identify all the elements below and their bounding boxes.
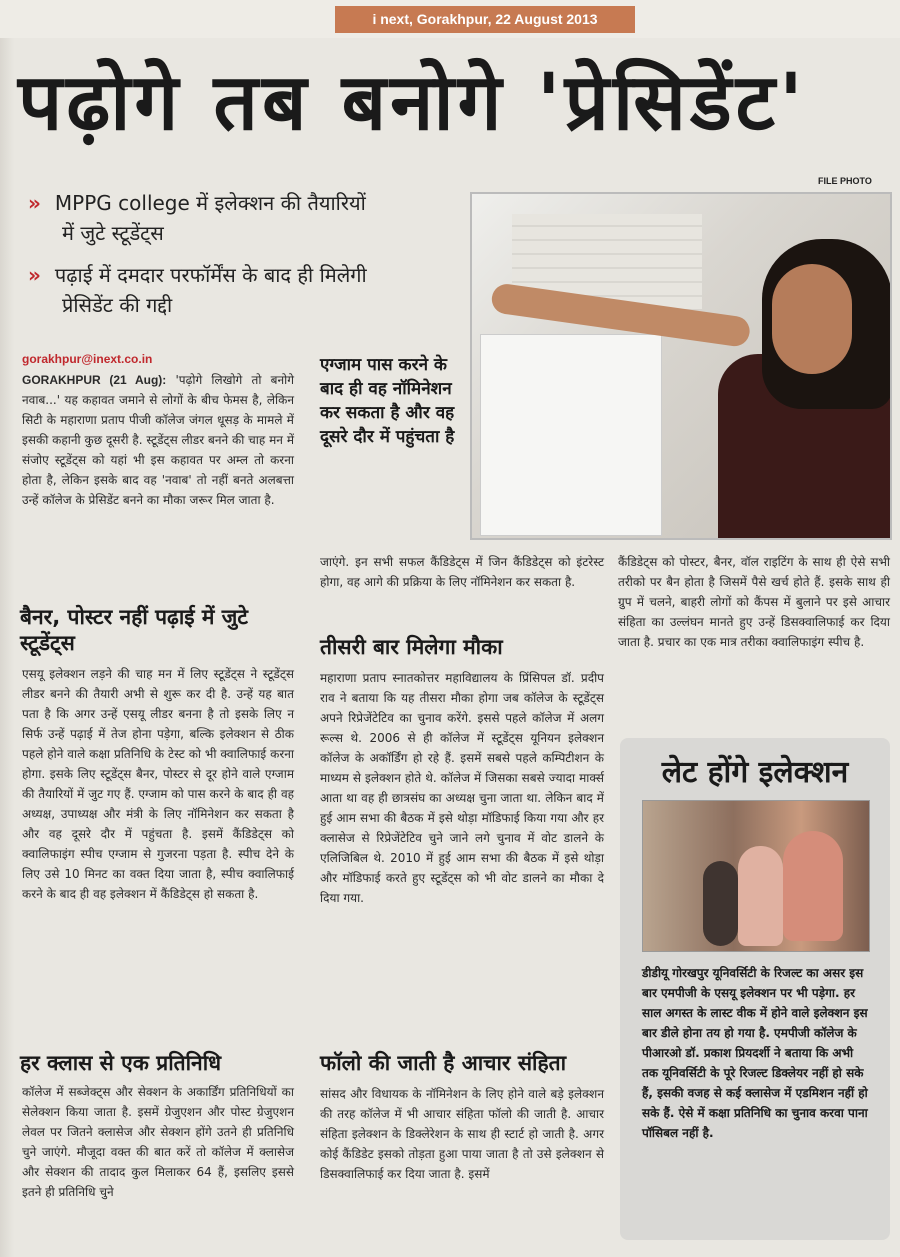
sidebar-photo-figure: [738, 846, 783, 946]
section3-text: महाराणा प्रताप स्नातकोत्तर महाविद्यालय के प्रिंसिपल डॉ. प्रदीप राव ने बताया कि यह तीसरा मौका होगा जब कॉलेज के स्टूडेंट्स अपने रिप्रेजेंटेटिव का चुनाव करेंगे. इससे पहले कॉलेज में अलग रूल्स थे. 2006 से ही कॉलेज में स्टूडेंट्स यूनियन इलेक्शन कॉलेज के अकॉर्डिंग हो रहे हैं. इसमें सबसे पहले कम्पिटीशन के माध्यम से इलेक्शन होते थे. कॉलेज में जिसका सबसे ज्यादा मार्क्स आता था वह ही छात्रसंघ का अध्यक्ष चुना जाता था. लेकिन बाद में हुई आम सभा की बैठक में इसे थोड़ा मॉडिफाई किया गया और हर क्लासेज से रिप्रेजेंटेटिव चुने जाने लगे चुनाव में वोट डालने के एलिजिबिल थे. 2010 में हुई आम सभा की बैठक में इसे थोड़ा और मॉडिफाई करते हुए स्टूडेंट्स को भी वोट डालने का मौका दे दिया गया.: [320, 671, 604, 905]
sidebar-text: डीडीयू गोरखपुर यूनिवर्सिटी के रिजल्ट का असर इस बार एमपीजी के एसयू इलेक्शन पर भी पड़ेगा. हर साल अगस्त के लास्ट वीक में होने वाले इलेक्शन इस बार डीले होना तय हो गया है. एमपीजी कॉलेज के पीआरओ डॉ. प्रकाश प्रियदर्शी ने बताया कि अभी तक यूनिवर्सिटी के पूरे रिजल्ट डिक्लेयर नहीं हो सके हैं, इसकी वजह से कई क्लासेज में एडमिशन नहीं हो सके हैं. ऐसे में कक्षा प्रतिनिधि का चुनाव करवा पाना पॉसिबल नहीं है.: [642, 966, 868, 1140]
sidebar-photo-figure: [703, 861, 738, 946]
photo-board: [480, 334, 662, 536]
section1-text: एसयू इलेक्शन लड़ने की चाह मन में लिए स्टूडेंट्स ने स्टूडेंट्स लीडर बनने की तैयारी अभी से शुरू कर दी है. उन्हें यह बात पता है कि अगर उन्हें एसयू लीडर बनना है तो इसके लिए न सिर्फ उन्हें पढ़ाई में तेज होना पड़ेगा, बल्कि इलेक्शन से ठीक पहले होने वाले कक्षा प्रतिनिधि के टेस्ट को भी क्वालिफाई करना होगा. इसके लिए स्टूडेंट्स बैनर, पोस्टर से दूर होने वाले एग्जाम की तैयारियों में जुट गए हैं. एग्जाम को पास करने के बाद ही वह अध्यक्ष, उपाध्यक्ष और मंत्री के लिए नॉमिनेशन कर सकता है और वह दूसरे दौर में पहुंचता है. इसमें कैंडिडेट्स को क्वालिफाइंग स्पीच एग्जाम से गुजरना पड़ता है. स्पीच देने के लिए उसे 10 मिनट का वक्त दिया जाता है, स्पीच क्वालिफाई करने के बाद ही वह इलेक्शन में कैंडिडेट्स हो सकता है.: [22, 667, 294, 901]
author-email: gorakhpur@inext.co.in: [22, 352, 153, 366]
pull-quote: एग्जाम पास करने के बाद ही वह नॉमिनेशन कर सकता है और वह दूसरे दौर में पहुंचता है: [320, 355, 455, 447]
section1-title: बैनर, पोस्टर नहीं पढ़ाई में जुटे स्टूडेंट्स: [20, 605, 248, 655]
photo-figure-face: [772, 264, 852, 374]
col3-top-text: कैंडिडेट्स को पोस्टर, बैनर, वॉल राइटिंग के साथ ही ऐसे सभी तरीको पर बैन होता है जिसमें पैसे खर्च होते हैं. इसके साथ ही ग्रुप में चलने, बाहरी लोगों को कैंपस में बुलाने पर इसे आचार संहिता का उल्लंघन मानते हुए उन्हें डिसक्वालिफाई कर दिया जाता है. प्रचार का एक मात्र तरीका क्वालिफाइंग स्पीच है.: [618, 555, 890, 649]
section3-title: तीसरी बार मिलेगा मौका: [320, 635, 503, 659]
main-photo: [470, 192, 892, 540]
subhead-2: [28, 260, 367, 320]
subhead-1: [28, 188, 366, 248]
section4-text: सांसद और विधायक के नॉमिनेशन के लिए होने वाले बड़े इलेक्शन की तरह कॉलेज में भी आचार संहिता फॉलो की जाती है. आचार संहिता इलेक्शन के डिक्लेरेशन के साथ ही स्टार्ट हो जाती है. अगर कोई कैंडिडेट इसको तोड़ता हुआ पाया जाता है तो उसे इलेक्शन से डिसक्वालिफाई कर दिया जाता है. इसमें: [320, 1087, 604, 1181]
subhead-1-line1: MPPG college में इलेक्शन की तैयारियों: [54, 191, 366, 215]
subhead-2-line2: प्रेसिडेंट की गद्दी: [62, 293, 173, 317]
chevron-icon: »: [28, 263, 41, 287]
subhead-1-line2: में जुटे स्टूडेंट्स: [62, 221, 164, 245]
sidebar-title: लेट होंगे इलेक्शन: [661, 755, 849, 790]
page-edge-shadow: [0, 38, 14, 1257]
intro-text: 'पढ़ोगे लिखोगे तो बनोगे नवाब...' यह कहावत जमाने से लोगों के बीच फेमस है, लेकिन सिटी के महाराणा प्रताप पीजी कॉलेज जंगल धूसड़ के मामले में इसकी कहानी कुछ दूसरी है. स्टूडेंट्स लीडर बनने की चाह मन में संजोए स्टूडेंट्स को यहां भी इस कहावत पर अम्ल तो करना होता है, लेकिन इसके बाद वह 'नवाब' तो नहीं बनते अलबत्ता उन्हें कॉलेज के प्रेसिडेंट बनने का मौका जरूर मिल जाता है.: [22, 373, 294, 507]
subhead-2-line1: पढ़ाई में दमदार परफॉर्मेंस के बाद ही मिलेगी: [54, 263, 367, 287]
photo-credit: FILE PHOTO: [818, 176, 872, 186]
sidebar-photo-figure: [783, 831, 843, 941]
section2-text: कॉलेज में सब्जेक्ट्स और सेक्शन के अकार्डिंग प्रतिनिधियों का सेलेक्शन किया जाता है. इसमें ग्रेजुएशन और पोस्ट ग्रेजुएशन लेवल पर जितने क्लासेज और सेक्शन होंगे उतने ही प्रतिनिधि चुने जाएंगे. मौजूदा वक्त की बात करें तो कॉलेज में क्लासेज और सेक्शन की तादाद कुल मिलाकर 64 हैं, इसलिए इससे इतने ही प्रतिनिधि चुने: [22, 1085, 294, 1199]
chevron-icon: »: [28, 191, 41, 215]
sidebar-photo: [642, 800, 870, 952]
section2-title: हर क्लास से एक प्रतिनिधि: [20, 1051, 222, 1075]
masthead-tag: i next, Gorakhpur, 22 August 2013: [335, 6, 635, 33]
headline: पढ़ोगे तब बनोगे 'प्रेसिडेंट': [18, 58, 807, 148]
col2-top-text: जाएंगे. इन सभी सफल कैंडिडेट्स में जिन कैंडिडेट्स को इंटरेस्ट होगा, वह आगे की प्रक्रिया के लिए नॉमिनेशन कर सकता है.: [320, 555, 604, 589]
dateline: GORAKHPUR (21 Aug):: [22, 373, 167, 387]
section4-title: फॉलो की जाती है आचार संहिता: [320, 1051, 567, 1075]
intro-paragraph: [22, 370, 294, 510]
sidebar-box: [620, 738, 890, 1240]
